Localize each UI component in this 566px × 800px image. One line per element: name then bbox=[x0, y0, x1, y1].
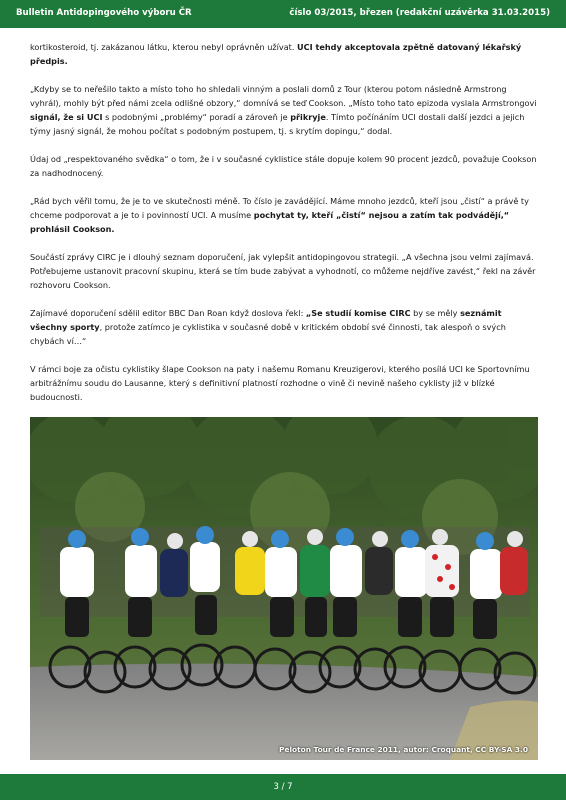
article-body bbox=[30, 40, 540, 418]
photo-caption: Peloton Tour de France 2011, autor: Croquant, CC BY-SA 3.0 bbox=[279, 745, 528, 754]
paragraph-7: V rámci boje za očistu cyklistiky šlape Cookson na paty i našemu Romanu Kreuzigerovi, kterého posílá UCI ke Sportovnímu arbitrážnímu soudu do Lausanne, který s definitivní platností rozhodne o vině či nevině našeho cyklisty již v blízké budoucnosti. bbox=[30, 364, 530, 402]
paragraph-4: „Rád bych věřil tomu, že je to ve skutečnosti méně. To číslo je zavádějící. Máme mnoho jezdců, kteří jsou „čistí“ a právě ty chceme podporovat a je to i povinností UCI. A musíme pochytat ty, kteří „čistí“ nejsou a zatím tak podvádějí,“ prohlásil Cookson. bbox=[30, 196, 529, 234]
page-number: 3 / 7 bbox=[273, 782, 293, 792]
paragraph-1: kortikosteroid, tj. zakázanou látku, kterou nebyl oprávněn užívat. UCI tehdy akceptovala zpětně datovaný lékařský předpis. bbox=[30, 42, 522, 66]
issue-info: číslo 03/2015, březen (redakční uzávěrka 31.03.2015) bbox=[289, 8, 550, 18]
emphasis: „Se studií komise CIRC bbox=[305, 308, 411, 318]
bulletin-header bbox=[0, 0, 566, 28]
emphasis: signál, že si UCI bbox=[30, 112, 103, 122]
paragraph-2: „Kdyby se to neřešilo takto a místo toho ho shledali vinným a poslali domů z Tour (kterou potom následně Armstrong vyhrál), mohly být před námi zcela odlišné obzory,“ domnívá se teď Cookson. „Místo toho tato epizoda vyslala Armstrongovi signál, že si UCI s podobnými „problémy“ poradí a zároveň je přikryje. Tímto počínáním UCI dostali další jezdci a jejich týmy jasný signál, že mohou počítat s podobným postupem, tj. s krytím dopingu,“ dodal. bbox=[30, 84, 537, 136]
emphasis: UCI tehdy akceptovala zpětně datovaný lékařský předpis. bbox=[30, 42, 522, 66]
bulletin-title: Bulletin Antidopingového výboru ČR bbox=[16, 8, 192, 18]
paragraph-3: Údaj od „respektovaného svědka“ o tom, že i v současné cyklistice stále dopuje kolem 90 procent jezdců, považuje Cookson za nadhodnocený. bbox=[30, 154, 537, 178]
emphasis: seznámit všechny sporty bbox=[30, 308, 502, 332]
peloton-photo bbox=[30, 417, 538, 760]
photo-illustration bbox=[30, 417, 538, 760]
paragraph-5: Součástí zprávy CIRC je i dlouhý seznam doporučení, jak vylepšit antidopingovou strategii. „A všechna jsou velmi zajímavá. Potřebujeme ustanovit pracovní skupinu, která se tím bude zabývat a vyhodnotí, co můžeme nejdříve zavést,“ řekl na závěr rozhovoru Cookson. bbox=[30, 252, 536, 290]
emphasis: přikryje bbox=[290, 112, 326, 122]
paragraph-6: Zajímavé doporučení sdělil editor BBC Dan Roan když doslova řekl: „Se studií komise CIRC by se měly seznámit všechny sporty, protože zatímco je cyklistika v současné době v kritickém období své činnosti, tak alespoň o svých chybách ví…“ bbox=[30, 308, 506, 346]
emphasis: pochytat ty, kteří „čistí“ nejsou a zatím tak podvádějí,“ prohlásil Cookson. bbox=[30, 210, 510, 234]
page-footer bbox=[0, 774, 566, 800]
